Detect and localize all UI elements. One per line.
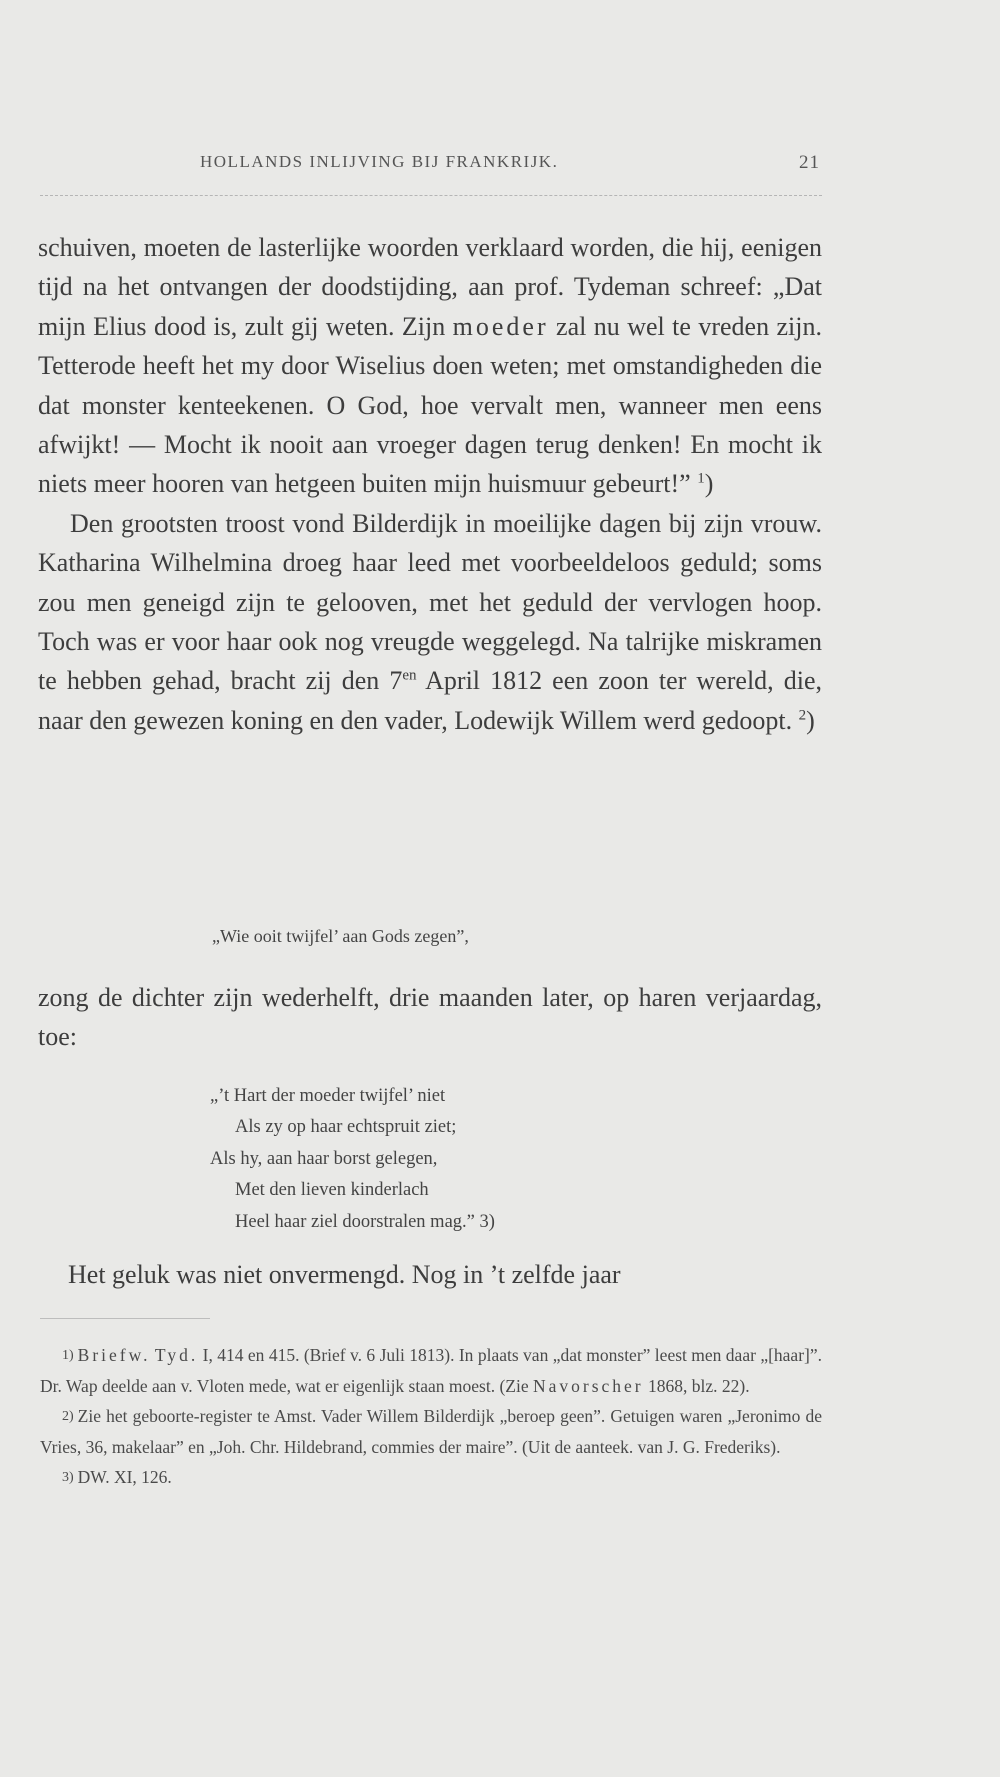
footnote-2-mark: 2) — [62, 1409, 74, 1424]
paragraph-2 — [38, 504, 822, 740]
quoted-line: „Wie ooit twijfel’ aan Gods zegen”, — [212, 926, 469, 946]
paragraph-1-text-b: zal nu wel te vreden zijn. Tetterode heeft het my door Wiselius doen weten; met omstandigheden die dat monster kenteekenen. O God, hoe vervalt men, wanneer men eens afwijkt! — Mocht ik nooit aan vroeger dagen terug denken! En mocht ik niets meer hooren van hetgeen buiten mijn huismuur gebeurt!” — [38, 311, 822, 499]
paragraph-2-text-b: April 1812 een zoon ter wereld, die, naar den gewezen koning en den vader, Lodewijk Willem werd gedoopt. — [38, 666, 822, 735]
footnote-1-tail: 1868, blz. 22). — [643, 1376, 750, 1396]
paragraph-1 — [38, 228, 822, 504]
footnote-ref-2-paren: ) — [806, 705, 815, 735]
footnote-ref-2: 2 — [798, 707, 807, 724]
footnote-ref-1-paren: ) — [704, 469, 714, 499]
header-rule — [40, 195, 822, 196]
footnote-1 — [40, 1340, 822, 1401]
footnote-1-text: I, 414 en 415. (Brief v. 6 Juli 1813). In plaats van „dat monster” leest men daar „[haar]”. Dr. Wap deelde aan v. Vloten mede, wat er eigenlijk staan moest. (Zie — [40, 1345, 822, 1396]
footnote-2 — [40, 1401, 822, 1462]
verse-line: Heel haar ziel doorstralen mag.” 3) — [235, 1211, 495, 1232]
verse-line: „’t Hart der moeder twijfel’ niet — [210, 1086, 446, 1106]
footnote-3-mark: 3) — [62, 1470, 74, 1485]
verse-block — [210, 1081, 630, 1238]
verse-line: Met den lieven kinderlach — [235, 1180, 429, 1201]
footnote-2-text: Zie het geboorte-register te Amst. Vader Willem Bilderdijk „beroep geen”. Getuigen waren „Jeronimo de Vries, 36, makelaar” en „Joh. Chr. Hildebrand, commies der maire”. (Uit de aanteek. van J. G. Frederiks). — [40, 1406, 822, 1457]
footnote-1-source-b: Tyd. — [154, 1345, 199, 1365]
paragraph-1-emphasis: moeder — [452, 311, 549, 341]
page-number: 21 — [799, 152, 820, 173]
footnote-rule — [40, 1318, 210, 1319]
footnote-1-source-a: Briefw. — [77, 1345, 151, 1365]
footnote-3 — [40, 1462, 822, 1493]
main-text-block-3 — [68, 1255, 822, 1294]
paragraph-2-text-a: Den grootsten troost vond Bilderdijk in moeilijke dagen bij zijn vrouw. Katharina Wilhelmina droeg haar leed met voorbeeldeloos geduld; soms zou men geneigd zijn te gelooven, met het geduld der vervlogen hoop. Toch was er voor haar ook nog vreugde weggelegd. Na talrijke miskramen te hebben gehad, bracht zij den 7 — [38, 508, 822, 696]
paragraph-4: Het geluk was niet onvermengd. Nog in ’t zelfde jaar — [68, 1260, 621, 1289]
paragraph-3: zong de dichter zijn wederhelft, drie maanden later, op haren verjaardag, toe: — [38, 983, 822, 1052]
footnote-ref-1: 1 — [697, 470, 705, 487]
main-text-block-2 — [38, 978, 822, 1057]
footnote-3-text: DW. XI, 126. — [77, 1467, 172, 1487]
paragraph-1-text-a: schuiven, moeten de lasterlijke woorden verklaard worden, die hij, eenigen tijd na het ontvangen der doodstijding, aan prof. Tydeman schreef: „Dat mijn Elius dood is, zult gij weten. Zijn — [38, 233, 822, 341]
running-title: HOLLANDS INLIJVING BIJ FRANKRIJK. — [200, 152, 559, 171]
footnote-1-mark: 1) — [62, 1348, 74, 1363]
footnotes — [40, 1340, 822, 1493]
verse-line: Als hy, aan haar borst gelegen, — [210, 1148, 438, 1169]
running-head — [200, 152, 820, 172]
verse-line: Als zy op haar echtspruit ziet; — [235, 1117, 457, 1138]
ordinal-superscript: en — [402, 667, 417, 684]
main-text-block-1 — [38, 228, 822, 740]
footnote-1-journal: Navorscher — [532, 1376, 644, 1396]
